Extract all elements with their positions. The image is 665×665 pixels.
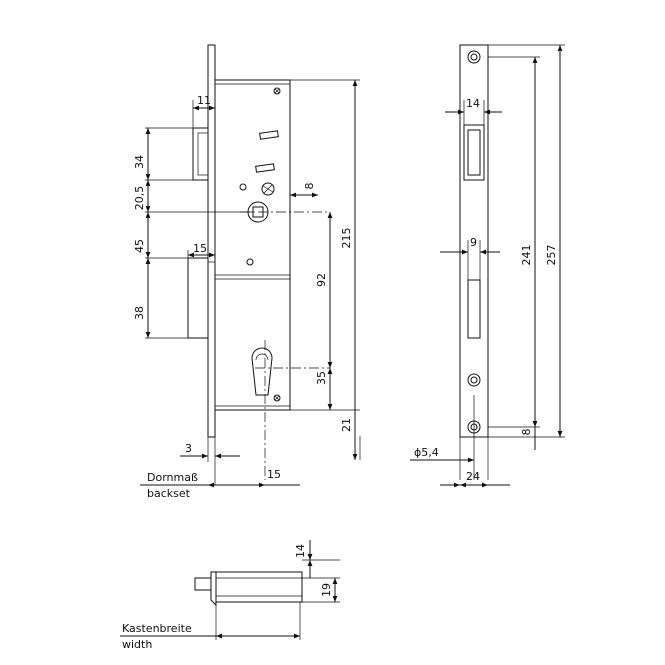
screw-hole-icon: [468, 374, 480, 386]
backset-label-en: backset: [147, 487, 190, 500]
dim-3: 3: [185, 442, 192, 455]
dim-9-front: 9: [470, 236, 477, 249]
dim-20-5: 20,5: [133, 185, 146, 211]
dim-241: 241: [520, 244, 533, 266]
screw-icon: [274, 88, 280, 94]
side-view: [133, 45, 360, 500]
slot: [256, 164, 275, 172]
dim-38: 38: [133, 306, 146, 320]
bolt-opening: [468, 280, 480, 338]
dim-15-bottom: 15: [267, 468, 281, 481]
width-label-de: Kastenbreite: [122, 622, 192, 635]
dim-11: 11: [197, 94, 211, 107]
cylinder-hole: [252, 348, 272, 395]
dim-phi-5-4: ϕ5,4: [414, 446, 439, 459]
latch-bolt: [193, 128, 208, 180]
case-body: [216, 572, 302, 602]
dim-14-bottom: 14: [294, 544, 307, 558]
dim-21: 21: [340, 418, 353, 432]
dim-34: 34: [133, 155, 146, 169]
dim-45: 45: [133, 239, 146, 253]
hole-icon: [240, 184, 246, 190]
dim-8-side: 8: [303, 182, 316, 190]
dead-bolt: [188, 258, 208, 338]
screw-hole-icon: [468, 51, 480, 63]
dim-24: 24: [466, 470, 480, 483]
dim-35: 35: [315, 371, 328, 385]
dim-92: 92: [315, 273, 328, 287]
dim-14-front: 14: [466, 97, 480, 110]
forend-edge: [211, 572, 216, 605]
dim-15-top: 15: [193, 242, 207, 255]
dim-257: 257: [545, 244, 558, 266]
screw-icon: [274, 395, 280, 401]
bolt-stub: [195, 578, 211, 590]
front-view: [410, 45, 565, 485]
dim-8-front: 8: [520, 428, 533, 436]
hole-icon: [247, 259, 253, 265]
dim-19-bottom: 19: [320, 583, 333, 597]
backset-label-de: Dornmaß: [147, 471, 198, 484]
bottom-view: [120, 540, 340, 651]
slot: [260, 131, 279, 139]
latch-opening: [464, 125, 484, 180]
width-label-en: width: [122, 638, 153, 651]
dim-215: 215: [340, 227, 353, 249]
